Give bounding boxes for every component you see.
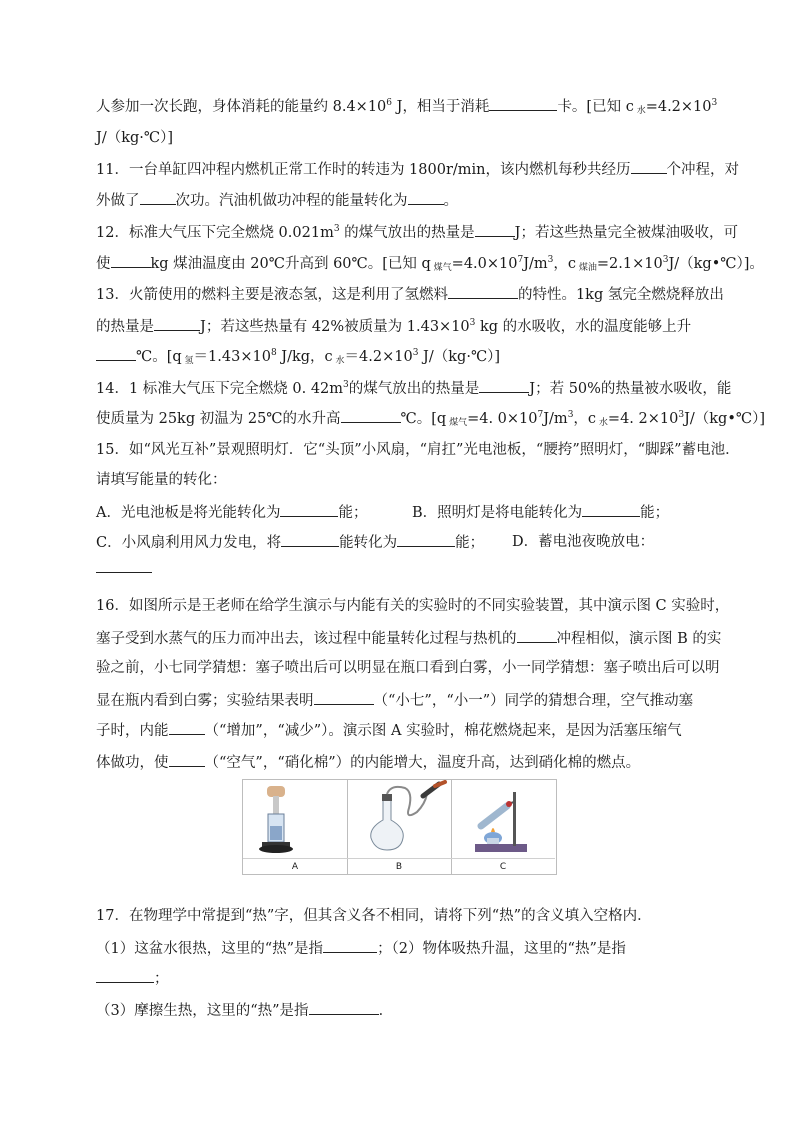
q15-option-c	[96, 532, 484, 553]
q14-blank-2[interactable]	[341, 408, 401, 423]
q14-line-1	[96, 378, 731, 399]
q14-sub: 煤气	[446, 418, 468, 428]
q12-text: kg 煤油温度由 20℃升高到 60℃。[已知 q	[150, 256, 431, 272]
q16-line-4	[96, 690, 693, 711]
q11-blank-1[interactable]	[631, 159, 667, 174]
q16-text: 验之前，小七同学猜想：塞子喷出后可以明显在瓶口看到白雾，小一同学猜想：塞子喷出后可以明	[96, 660, 720, 676]
q14-blank-1[interactable]	[479, 378, 529, 393]
q12-text: =4.0×10	[451, 256, 518, 272]
q17-line-1	[96, 906, 652, 926]
q17-text: ．	[378, 1003, 394, 1019]
q16-blank-2[interactable]	[314, 690, 374, 705]
q14-line-2	[96, 408, 765, 429]
q14-sup: 3	[343, 380, 349, 390]
q15-blank-b[interactable]	[582, 502, 640, 517]
q10-text: 人参加一次长跑，身体消耗的能量约 8.4×10	[96, 99, 387, 115]
q13-blank-1[interactable]	[448, 284, 518, 299]
figure-label-b: B	[395, 862, 403, 872]
q17-line-4	[96, 1000, 393, 1021]
q16-text: （“增加”，“减少”）。演示图 A 实验时，棉花燃烧起来，是因为活塞压缩气	[204, 723, 682, 739]
q14-text: 14．1 标准大气压下完全燃烧 0. 42m	[96, 381, 344, 397]
q13-line-3	[96, 346, 500, 367]
q16-line-6	[96, 752, 640, 773]
q16-line-1	[96, 596, 729, 616]
q15-text: B．照明灯是将电能转化为	[412, 505, 583, 521]
q16-line-3	[96, 658, 720, 678]
q10-blank-1[interactable]	[489, 96, 557, 111]
q16-text: 子时，内能	[96, 723, 169, 739]
q17-blank-1[interactable]	[323, 938, 377, 953]
q15-blank-c2[interactable]	[397, 532, 455, 547]
q17-blank-3[interactable]	[309, 1000, 379, 1015]
figure-panel-a	[243, 780, 348, 874]
q11-text: 。	[443, 193, 458, 209]
q12-sup: 3	[662, 255, 669, 265]
q14-text: 使质量为 25kg 初温为 25℃的水升高	[96, 411, 341, 427]
q12-sup: 3	[547, 255, 554, 265]
q13-text: J；若这些热量有 42%被质量为 1.43×10	[200, 319, 470, 335]
q14-text: ，c	[573, 411, 597, 427]
q12-blank-2[interactable]	[111, 253, 151, 268]
experiment-figure	[242, 779, 557, 875]
q13-text: 的热量是	[96, 319, 154, 335]
q12-line-2	[96, 253, 764, 274]
q16-text: （“空气”，“硝化棉”）的内能增大，温度升高，达到硝化棉的燃点。	[204, 755, 641, 771]
steam-test-tube-apparatus-icon	[451, 780, 555, 858]
q10-text: J，相当于消耗	[392, 99, 490, 115]
q10-sup: 3	[711, 98, 718, 108]
q10-sup: 6	[386, 98, 393, 108]
q13-text: kg 的水吸收，水的温度能够上升	[475, 319, 692, 335]
q15-option-b	[412, 502, 669, 523]
q10-line-2	[96, 128, 173, 148]
q17-blank-2[interactable]	[96, 968, 154, 983]
q10-sub: 水	[633, 106, 646, 116]
figure-caption-rule	[347, 858, 451, 859]
q17-line-2	[96, 938, 626, 959]
q12-text: 的煤气放出的热量是	[339, 225, 475, 241]
q17-text: ；（2）物体吸热升温，这里的“热”是指	[377, 941, 626, 957]
q11-text: 11．一台单缸四冲程内燃机正常工作时的转违为 1800r/min，该内燃机每秒共经历	[96, 162, 631, 178]
q13-text: J/kg，c	[276, 349, 333, 365]
q14-text: J/m	[543, 411, 568, 427]
q11-text: 外做了	[96, 193, 140, 209]
q14-text: J；若 50%的热量被水吸收，能	[529, 381, 732, 397]
q16-text: 16．如图所示是王老师在给学生演示与内能有关的实验时的不同实验装置，其中演示图 C 实验时，	[96, 598, 730, 614]
q11-text: 个冲程，对	[666, 162, 740, 178]
q12-text: J/（kg•℃）]。	[668, 256, 764, 272]
q17-line-3	[96, 968, 169, 989]
q16-line-5	[96, 720, 682, 741]
q14-sup: 3	[678, 410, 685, 420]
q15-text: 15．如“风光互补”景观照明灯．它“头顶”小风扇，“肩扛”光电池板，“腰挎”照明灯，“脚踩”蓄电池．	[96, 442, 740, 458]
figure-panel-b	[347, 780, 452, 874]
q13-text: ＝4.2×10	[344, 349, 413, 365]
q17-text: （1）这盆水很热，这里的“热”是指	[96, 941, 324, 957]
q12-text: J；若这些热量完全被煤油吸收，可	[514, 225, 738, 241]
q16-text: 显在瓶内看到白雾；实验结果表明	[96, 693, 314, 709]
q12-sup: 7	[517, 255, 524, 265]
figure-label-c: C	[499, 862, 507, 872]
q13-sub: 水	[332, 356, 345, 366]
q13-text: ＝1.43×10	[193, 349, 271, 365]
q16-text: 冲程相似，演示图 B 的实	[556, 631, 722, 647]
q10-text: =4.2×10	[645, 99, 712, 115]
q12-text: 12．标准大气压下完全燃烧 0.021m	[96, 225, 334, 241]
q13-blank-2[interactable]	[154, 316, 200, 331]
q12-text: 使	[96, 256, 111, 272]
figure-caption-rule	[451, 858, 555, 859]
q16-line-2	[96, 628, 721, 649]
figure-panel-c	[451, 780, 555, 874]
air-compression-apparatus-icon	[243, 780, 347, 858]
flask-pump-apparatus-icon	[347, 780, 451, 858]
q15-text: 能；	[640, 505, 670, 521]
q15-text: C．小风扇利用风力发电，将	[96, 535, 282, 551]
q13-text: J/（kg·℃）]	[418, 349, 501, 365]
q15-text: D．蓄电池夜晚放电：	[512, 534, 655, 550]
q13-sup: 8	[270, 348, 277, 358]
q16-text: （“小七”，“小一”）同学的猜想合理，空气推动塞	[373, 693, 694, 709]
q15-blank-d[interactable]	[96, 558, 152, 573]
q13-sup: 3	[412, 348, 419, 358]
q11-text: 次功。汽油机做功冲程的能量转化为	[175, 193, 408, 209]
q15-option-d	[512, 532, 654, 552]
q12-text: J/m	[523, 256, 548, 272]
q14-text: J/（kg•℃）]	[684, 411, 766, 427]
q12-blank-1[interactable]	[475, 222, 515, 237]
q14-text: =4. 0×10	[467, 411, 538, 427]
q16-blank-1[interactable]	[517, 628, 557, 643]
q15-line-d-blank	[96, 558, 152, 579]
q11-blank-2[interactable]	[140, 190, 176, 205]
q16-blank-3[interactable]	[169, 720, 205, 735]
q15-text: 能转化为	[339, 535, 398, 551]
q17-text: 17．在物理学中常提到“热”字，但其含义各不相同，请将下列“热”的含义填入空格内．	[96, 908, 652, 924]
q13-text: ℃。[q	[136, 349, 182, 365]
q10-text: 卡。[已知 c	[557, 99, 634, 115]
q15-option-a	[96, 502, 367, 523]
q13-line-1	[96, 284, 724, 305]
q14-text: ℃。[q	[400, 411, 447, 427]
q15-blank-a[interactable]	[280, 502, 338, 517]
q13-text: 的特性。1kg 氢完全燃烧释放出	[517, 287, 724, 303]
figure-label-a: A	[291, 862, 299, 872]
q17-text: ；	[154, 971, 169, 987]
q15-text: 能；	[455, 535, 485, 551]
q15-text: 请填写能量的转化：	[96, 472, 227, 488]
q15-line-1	[96, 440, 740, 460]
q13-blank-3[interactable]	[96, 346, 136, 361]
q12-text: =2.1×10	[596, 256, 663, 272]
q12-sup: 3	[333, 224, 340, 234]
q15-text: 能；	[338, 505, 368, 521]
q12-sub: 煤气	[430, 263, 452, 273]
q15-text: A．光电池板是将光能转化为	[96, 505, 281, 521]
q13-line-2	[96, 316, 691, 337]
figure-caption-rule	[243, 858, 347, 859]
q12-text: ，c	[553, 256, 577, 272]
q11-line-1	[96, 159, 739, 180]
q13-sub: 氢	[181, 356, 194, 366]
q16-text: 塞子受到水蒸气的压力而冲出去，该过程中能量转化过程与热机的	[96, 631, 517, 647]
q15-blank-c1[interactable]	[281, 532, 339, 547]
q11-line-2	[96, 190, 458, 211]
q16-blank-4[interactable]	[169, 752, 205, 767]
q13-sup: 3	[469, 318, 476, 328]
q14-sup: 3	[567, 410, 574, 420]
q14-text: 的煤气放出的热量是	[348, 381, 480, 397]
q10-text: J/（kg·℃）]	[96, 130, 174, 146]
q15-line-2	[96, 470, 227, 490]
q16-text: 体做功，使	[96, 755, 169, 771]
q14-sub: 水	[596, 418, 608, 428]
q12-sub: 煤油	[576, 263, 597, 273]
q12-line-1	[96, 222, 738, 243]
q14-text: =4. 2×10	[607, 411, 679, 427]
q11-blank-3[interactable]	[408, 190, 444, 205]
q13-text: 13．火箭使用的燃料主要是液态氢，这是利用了氢燃料	[96, 287, 448, 303]
q17-text: （3）摩擦生热，这里的“热”是指	[96, 1003, 309, 1019]
q14-sup: 7	[537, 410, 544, 420]
q10-line-1	[96, 96, 717, 117]
